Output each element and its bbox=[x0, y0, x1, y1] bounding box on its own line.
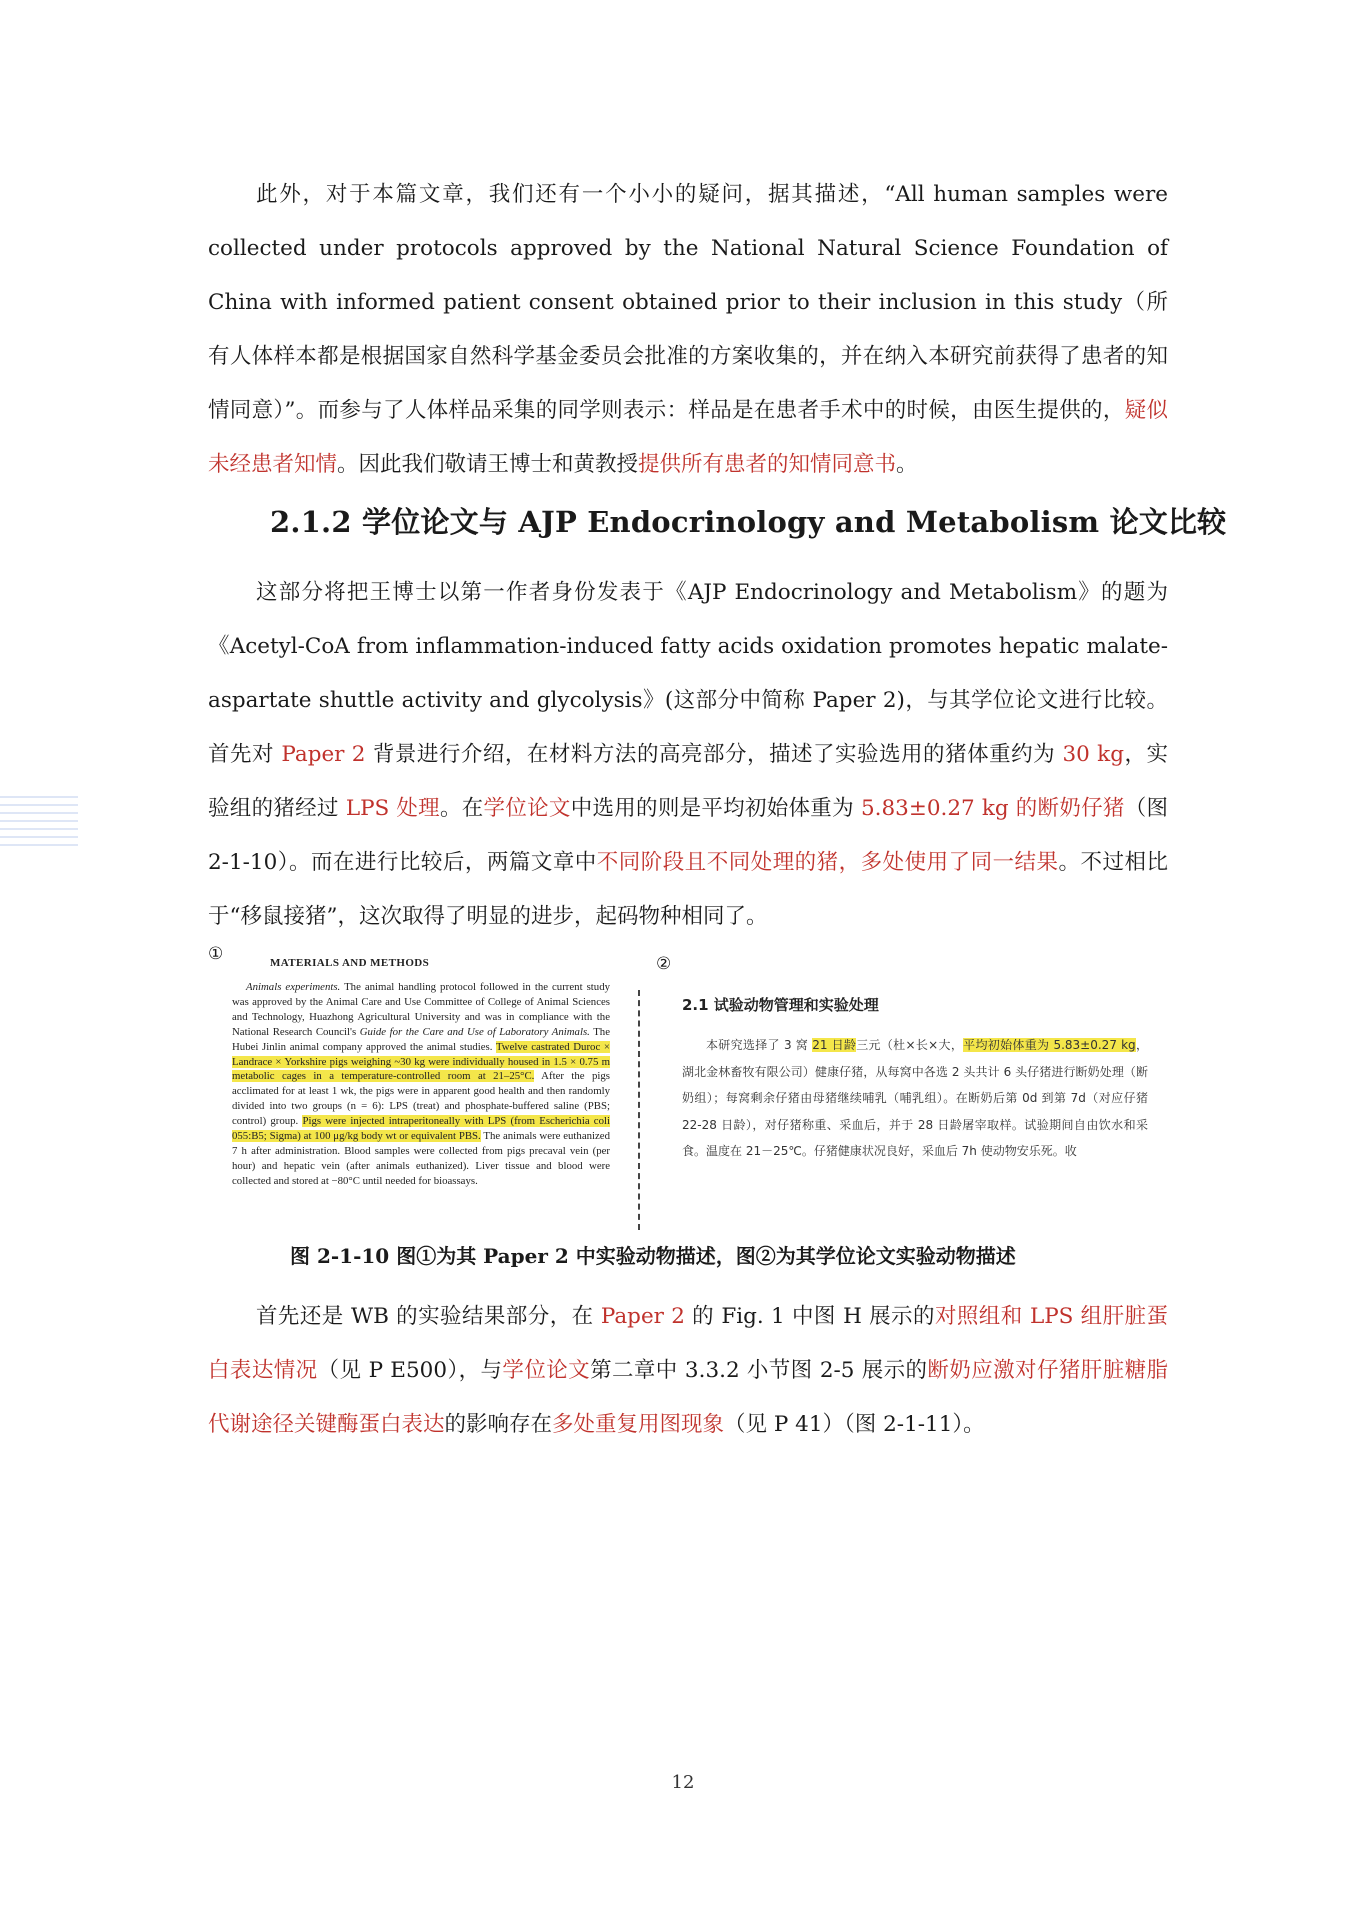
thesis-methods-excerpt bbox=[682, 1032, 1148, 1165]
para2-text-2: 背景进行介绍，在材料方法的高亮部分，描述了实验选用的猪体重约为 bbox=[365, 742, 1063, 767]
para2-text-4: 。在 bbox=[439, 796, 484, 821]
thesis-text-1: 本研究选择了 3 窝 bbox=[706, 1038, 813, 1052]
excerpt-highlight-1: Twelve castrated Duroc × Landrace × Yorkshire pigs weighing ~30 kg were individually housed in 1.5 × 0.75 m metabolic cages in a temperature-controlled room at 21–25°C. bbox=[232, 1040, 610, 1083]
para2-red-1: Paper 2 bbox=[281, 742, 366, 767]
excerpt-italic-2: Guide for the Care and Use of Laboratory Animals. bbox=[359, 1025, 590, 1038]
excerpt-header: MATERIALS AND METHODS bbox=[270, 957, 430, 969]
page-number: 12 bbox=[671, 1772, 695, 1793]
figure-divider bbox=[638, 990, 640, 1230]
section-heading: 2.1.2 学位论文与 AJP Endocrinology and Metabolism 论文比较 bbox=[270, 505, 1227, 539]
para2-red-4: 学位论文 bbox=[483, 796, 571, 821]
para2-red-2: 30 kg bbox=[1062, 742, 1124, 767]
thesis-highlight-2: 平均初始体重为 5.83±0.27 kg bbox=[963, 1038, 1136, 1052]
para1-text-1: 此外，对于本篇文章，我们还有一个小小的疑问，据其描述，“All human samples were collected under protocols approved by the National Natural Science Foundation of China with informed patient consent obtained prior to their inclusion in this study（所有人体样本都是根据国家自然科学基金委员会批准的方案收集的，并在纳入本研究前获得了患者的知情同意）”。而参与了人体样品采集的同学则表示：样品是在患者手术中的时候，由医生提供的， bbox=[208, 182, 1168, 423]
para2-text-7: 。不过相比于“移鼠接猪”，这次取得了明显的进步，起码物种相同了。 bbox=[208, 850, 1168, 929]
figure-label-right: ② bbox=[656, 954, 672, 974]
excerpt-text-4: The animals were euthanized 7 h after administration. Blood samples were collected from pigs precaval vein (per hour) and hepatic vein (after animals euthanized). Liver tissue and blood were collected and stored at −80°C until needed for bioassays. bbox=[232, 1130, 610, 1187]
para3-red-3: 学位论文 bbox=[502, 1358, 591, 1383]
para2-text-3: ，实验组的猪经过 bbox=[208, 742, 1168, 821]
thesis-highlight-1: 21 日龄 bbox=[812, 1038, 857, 1052]
para3-red-2: 对照组和 LPS 组肝脏蛋白表达情况 bbox=[208, 1304, 1168, 1383]
paper2-methods-excerpt bbox=[232, 957, 610, 1222]
para2-text-1: 这部分将把王博士以第一作者身份发表于《AJP Endocrinology and Metabolism》的题为《Acetyl-CoA from inflammation-induced fatty acids oxidation promotes hepatic malate-aspartate shuttle activity and glycolysis》(这部分中简称 Paper 2)，与其学位论文进行比较。首先对 bbox=[208, 580, 1168, 767]
para1-red-2: 提供所有患者的知情同意书 bbox=[638, 452, 897, 477]
excerpt-highlight-2: Pigs were injected intraperitoneally with LPS (from Escherichia coli 055:B5; Sigma) at 100 μg/kg body wt or equivalent PBS. bbox=[232, 1115, 610, 1143]
para3-red-5: 多处重复用图现象 bbox=[552, 1412, 725, 1437]
para3-text-1: 首先还是 WB 的实验结果部分，在 bbox=[256, 1304, 601, 1329]
para1-text-2: 。因此我们敬请王博士和黄教授 bbox=[337, 452, 639, 477]
para3-red-4: 断奶应激对仔猪肝脏糖脂代谢途径关键酶蛋白表达 bbox=[208, 1358, 1168, 1437]
para3-text-2: 的 Fig. 1 中图 H 展示的 bbox=[684, 1304, 935, 1329]
para3-text-4: 第二章中 3.3.2 小节图 2-5 展示的 bbox=[590, 1358, 928, 1383]
para2-text-6: （图 2-1-10）。而在进行比较后，两篇文章中 bbox=[208, 796, 1168, 875]
para1-text-3: 。 bbox=[896, 452, 918, 477]
thesis-text-3: ，湖北金林畜牧有限公司）健康仔猪，从每窝中各选 2 头共计 6 头仔猪进行断奶处理（断奶组）；每窝剩余仔猪由母猪继续哺乳（哺乳组）。在断奶后第 0d 到第 7d（对应仔猪 22-28 日龄），对仔猪称重、采血后，并于 28 日龄屠宰取样。试验期间自由饮水和采食。温度在 21－25℃。仔猪健康状况良好，采血后 7h 使动物安乐死。收 bbox=[682, 1038, 1148, 1158]
excerpt-text-3: After the pigs acclimated for at least 1 wk, the pigs were in apparent good health and then randomly divided into two groups (n = 6): LPS (treat) and phosphate-buffered saline (PBS; control) group. bbox=[232, 1070, 610, 1128]
para1-red-1: 疑似未经患者知情 bbox=[208, 398, 1168, 477]
para2-text-5: 中选用的则是平均初始体重为 bbox=[570, 796, 861, 821]
excerpt-text-2: The Hubei Jinlin animal company approved the animal studies. bbox=[232, 1025, 610, 1053]
para2-red-3: LPS 处理 bbox=[345, 796, 440, 821]
para3-text-6: （见 P 41）（图 2-1-11）。 bbox=[724, 1412, 985, 1437]
excerpt-text-1: The animal handling protocol followed in the current study was approved by the Animal Care and Use Committee of College of Animal Sciences and Technology, Huazhong Agricultural University and was in compliance with the National Research Council's bbox=[232, 981, 610, 1038]
figure-caption: 图 2-1-10 图①为其 Paper 2 中实验动物描述，图②为其学位论文实验动物描述 bbox=[290, 1244, 1016, 1268]
figure-label-left: ① bbox=[208, 944, 224, 964]
para3-text-3: （见 P E500），与 bbox=[317, 1358, 503, 1383]
thesis-section-title: 2.1 试验动物管理和实验处理 bbox=[682, 996, 879, 1014]
para3-text-5: 的影响存在 bbox=[444, 1412, 553, 1437]
para2-red-5: 5.83±0.27 kg 的断奶仔猪 bbox=[860, 796, 1125, 821]
paragraph-wb-results bbox=[208, 1290, 1168, 1452]
paragraph-informed-consent bbox=[208, 168, 1168, 492]
margin-watermark-smudge bbox=[0, 790, 78, 846]
thesis-text-2: 三元（杜×长×大， bbox=[856, 1038, 964, 1052]
para2-red-6: 不同阶段且不同处理的猪，多处使用了同一结果 bbox=[596, 850, 1059, 875]
comparison-figure bbox=[208, 944, 1168, 1234]
paragraph-paper2-comparison bbox=[208, 566, 1168, 944]
para3-red-1: Paper 2 bbox=[600, 1304, 685, 1329]
excerpt-italic-1: Animals experiments. bbox=[246, 981, 341, 993]
